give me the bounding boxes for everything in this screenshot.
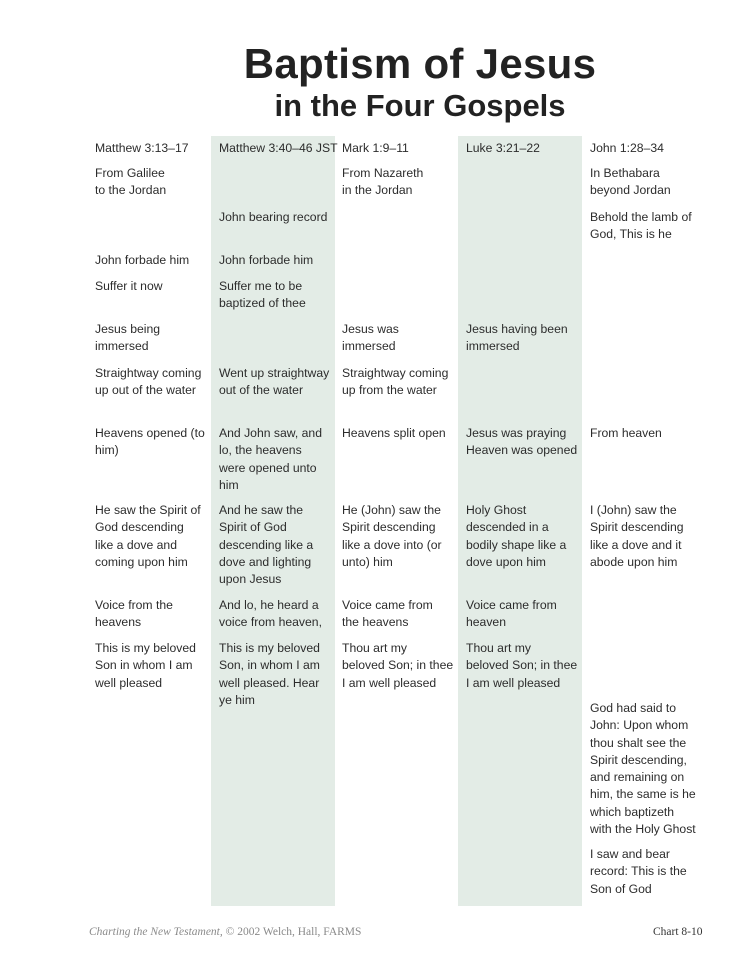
table-cell: Thou art my beloved Son; in thee I am well pleased [466, 641, 578, 690]
column-header: John 1:28–34 [590, 141, 664, 155]
table-cell: Straightway coming up out of the water [95, 366, 202, 398]
table-cell: John forbade him [95, 253, 190, 267]
table-cell: This is my beloved Son in whom I am well pleased [95, 641, 196, 690]
column-header: Matthew 3:40–46 JST [219, 141, 338, 155]
page-title: Baptism of Jesus [243, 40, 597, 87]
table-cell: Voice came from the heavens [342, 598, 433, 630]
table-cell: He saw the Spirit of God descending like a dove and coming upon him [95, 503, 201, 569]
table-cell: Went up straightway out of the water [219, 366, 330, 398]
table-cell: And John saw, and lo, the heavens were opened unto him [219, 426, 322, 492]
column-header: Luke 3:21–22 [466, 141, 540, 155]
table-cell: Jesus was praying Heaven was opened [466, 426, 578, 458]
table-cell: John forbade him [219, 253, 314, 267]
source-credit [89, 926, 361, 938]
table-cell: From Galilee to the Jordan [95, 166, 167, 198]
table-cell: I saw and bear record: This is the Son of God [590, 847, 687, 896]
table-cell: Heavens opened (to him) [95, 426, 205, 458]
column-header: Mark 1:9–11 [342, 141, 409, 155]
table-cell: From heaven [590, 426, 662, 440]
table-cell: In Bethabara beyond Jordan [590, 166, 671, 198]
table-cell: God had said to John: Upon whom thou shalt see the Spirit descending, and remaining on him, the same is he which baptizeth with the Holy Ghost [590, 701, 696, 837]
table-cell: Suffer it now [95, 279, 163, 293]
table-cell: Jesus being immersed [95, 322, 161, 354]
table-cell: This is my beloved Son, in whom I am well pleased. Hear ye him [219, 641, 320, 707]
table-cell: And lo, he heard a voice from heaven, [219, 598, 322, 630]
table-cell: John bearing record [219, 210, 328, 224]
table-cell: Voice from the heavens [95, 598, 173, 630]
source-copyright: © 2002 Welch, Hall, FARMS [222, 926, 362, 938]
table-cell: And he saw the Spirit of God descending like a dove and lighting upon Jesus [219, 503, 314, 587]
table-cell: Suffer me to be baptized of thee [219, 279, 306, 311]
table-cell: Behold the lamb of God, This is he [590, 210, 692, 242]
table-cell: From Nazareth in the Jordan [342, 166, 424, 198]
table-cell: Thou art my beloved Son; in thee I am well pleased [342, 641, 454, 690]
source-title: Charting the New Testament, [89, 926, 223, 938]
table-cell: Heavens split open [342, 426, 446, 440]
table-cell: Jesus was immersed [342, 322, 399, 354]
chart-number: Chart 8-10 [653, 926, 703, 938]
table-cell: He (John) saw the Spirit descending like a dove into (or unto) him [342, 503, 442, 569]
table-cell: Voice came from heaven [466, 598, 557, 630]
page-subtitle: in the Four Gospels [274, 88, 566, 123]
table-cell: Straightway coming up from the water [342, 366, 449, 398]
table-cell: I (John) saw the Spirit descending like a dove and it abode upon him [590, 503, 684, 569]
column-header: Matthew 3:13–17 [95, 141, 189, 155]
table-cell: Jesus having been immersed [466, 322, 568, 354]
table-cell: Holy Ghost descended in a bodily shape like a dove upon him [466, 503, 567, 569]
